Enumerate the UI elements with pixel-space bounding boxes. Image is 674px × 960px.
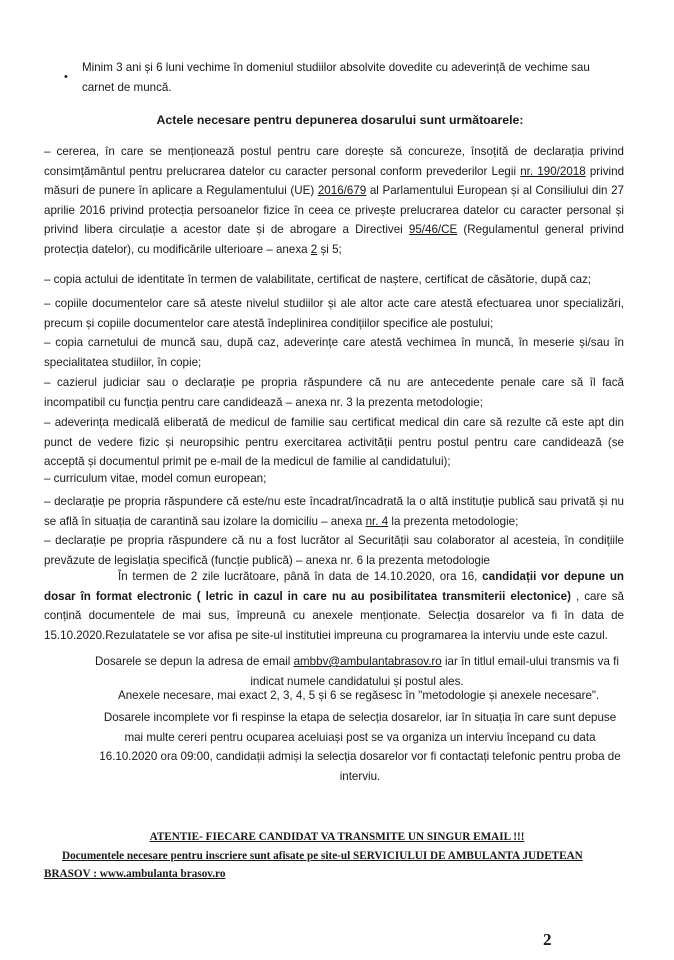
deadline-text: În termen de 2 zile lucrătoare, până în data de 14.10.2020, ora 16, [118, 570, 483, 583]
annexes-paragraph: Anexele necesare, mai exact 2, 3, 4, 5 și 6 se regăsesc în "metodologie și anexele necesare". [118, 689, 600, 702]
required-item-criminal-record: – cazierul judiciar sau o declarație pe propria răspundere că nu are antecedente penale care să îl facă incompatibil cu funcția pentru care candidează – anexa nr. 3 la prezenta metodologie; [44, 376, 624, 409]
required-item-employment-declaration [44, 492, 624, 531]
item-text: și 5; [317, 242, 342, 256]
item-text: la prezenta metodologie; [388, 514, 519, 528]
required-item-cv: – curriculum vitae, model comun european; [44, 472, 267, 485]
incomplete-files-paragraph: Dosarele incomplete vor fi respinse la etapa de selecția dosarelor, iar în situația în care sunt depuse mai multe cereri pentru ocuparea aceluiași post se va organiza un interviu începand cu data 16.10.2020 ora 09:00, candidații admiși la selecția dosarelor vor fi contactați telefonic pentru proba de interviu. [99, 711, 621, 783]
bullet-icon: • [64, 71, 68, 83]
deadline-text: , care să conțină documentele de mai sus, împreună cu anexele menționate. Selecția dosarelor va fi în data de 15.10.2020.Rezulatatele se vor afisa pe site-ul institutiei impreuna cu programarea la interviu unde este cazul. [44, 589, 625, 642]
submission-deadline-paragraph [44, 567, 624, 645]
email-text: Dosarele se depun la adresa de email [95, 655, 294, 668]
required-item-medical: – adeverința medicală eliberată de medicul de familie sau certificat medical din care să rezulte că este apt din punct de vedere fizic și neuropsihic pentru exercitarea activității pentru postul pentru care candidează (se acceptă și documentul primit pe e-mail de la medicul de familie al candidatului); [44, 416, 624, 469]
annex-link[interactable]: 2 [310, 242, 318, 256]
section-heading: Actele necesare pentru depunerea dosarului sunt următoarele: [156, 113, 524, 127]
required-item-work-book: – copia carnetului de muncă sau, după caz, adeverințe care atestă vechimea în muncă, în meserie și/sau în specialitatea studiilor, în copie; [44, 336, 624, 369]
item-text: – declarație pe propria răspundere că este/nu este încadrat/încadrată la o altă instituție publică sau privată și nu se află în situația de carantină sau izolare la domiciliu – anexa [44, 495, 624, 528]
required-item-securitate-declaration: – declarație pe propria răspundere că nu a fost lucrător al Securității sau colaborator al acesteia, în condițiile prevăzute de legislația specifică (funcție publică) – anexa nr. 6 la prezenta metodologie [44, 534, 624, 567]
email-text: iar în titlul email-ului transmis va fi indicat numele candidatului și postul ales. [250, 655, 619, 688]
email-link[interactable]: ambbv@ambulantabrasov.ro [293, 655, 442, 668]
item-text: privind măsuri de punere în aplicare a Regulamentului (UE) [44, 164, 625, 198]
item-text: al Parlamentului European și al Consiliului din 27 aprilie 2016 privind protecția persoanelor fizice în ceea ce privește prelucrarea datelor cu caracter personal și privind libera circulație a acestor date și de abrogare a Directivei [44, 184, 624, 237]
item-text: (Regulamentul general privind protecția datelor), cu modificările ulterioare – anexa [44, 223, 624, 256]
item-text: – cererea, în care se menționează postul pentru care dorește să concureze, însoțită de declarația privind consimțământul pentru prelucrarea datelor cu caracter personal conform prevederilor Legii [44, 145, 624, 178]
required-item-studies: – copiile documentelor care să ateste nivelul studiilor și ale altor acte care atestă efectuarea unor specializări, precum și copiile documentelor care atestă îndeplinirea condițiilor specifice ale postului; [44, 297, 624, 330]
directive-link[interactable]: 95/46/CE [408, 223, 458, 237]
page-number: 2 [543, 930, 552, 949]
required-item-id-copy: – copia actului de identitate în termen de valabilitate, certificat de naștere, certificat de căsătorie, după caz; [44, 273, 592, 286]
attention-notice: ATENTIE- FIECARE CANDIDAT VA TRANSMITE UN SINGUR EMAIL !!! [149, 831, 525, 843]
deadline-bold-text: candidații vor depune un dosar în format electronic ( letric in cazul in care nu au posibilitatea transmiterii electonice) [44, 570, 624, 603]
law-link[interactable]: nr. 190/2018 [520, 164, 586, 178]
required-item-request [44, 142, 624, 260]
documents-notice-line1: Documentele necesare pentru inscriere sunt afisate pe site-ul SERVICIULUI DE AMBULANTA JUDETEAN [62, 850, 583, 862]
documents-notice-line2: BRASOV : www.ambulanta brasov.ro [44, 868, 226, 880]
annex-4-link[interactable]: nr. 4 [365, 514, 389, 528]
requirement-text: Minim 3 ani și 6 luni vechime în domeniul studiilor absolvite dovedite cu adeverință de vechime sau carnet de muncă. [82, 61, 590, 94]
regulation-link[interactable]: 2016/679 [317, 184, 367, 198]
